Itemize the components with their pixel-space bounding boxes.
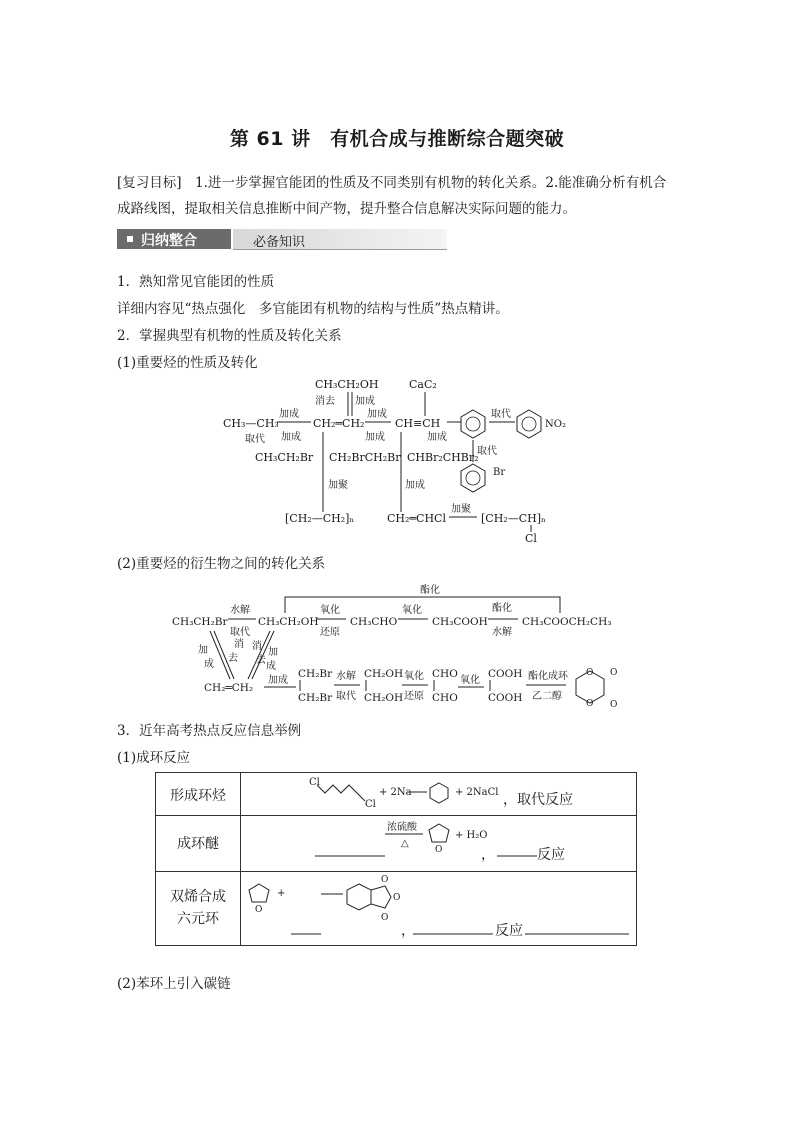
table-row-1-equation <box>241 773 636 815</box>
d1-sub-3: 取代 <box>477 446 497 457</box>
review-goal <box>117 170 677 222</box>
row2-thf-icon <box>429 824 449 842</box>
table-row-3-content-cell <box>240 871 637 946</box>
d2-ring-o-2: O <box>586 699 594 709</box>
d2-dibromo-bot: CH₂Br <box>298 692 333 704</box>
table-row-3-label-cell <box>155 871 241 946</box>
d2-carbonyl-o-1: O <box>610 668 618 678</box>
d2-dibromo-top: CH₂Br <box>298 668 333 680</box>
row3-o-1: O <box>381 875 389 885</box>
d2-reduction-1: 还原 <box>320 627 340 638</box>
d2-add-char-1: 加 <box>198 645 208 656</box>
d1-cac2: CaC₂ <box>409 378 437 391</box>
d1-elim-label: 消去 <box>315 396 335 407</box>
row3-adduct-icon <box>347 884 371 910</box>
d2-elim-char-4: 去 <box>256 655 266 666</box>
table-row-3-equation <box>241 872 636 945</box>
d1-tetrabromoethane: CHBr₂CHBr₂ <box>407 451 479 464</box>
banner-main-label: 归纳整合 <box>141 233 197 249</box>
section1-body: 详细内容见“热点强化 多官能团有机物的结构与性质”热点精讲。 <box>117 301 509 317</box>
table-row-3-label-2: 六元环 <box>177 911 219 927</box>
d1-benzene-icon <box>461 410 485 438</box>
row1-suffix: ，取代反应 <box>503 792 573 808</box>
hydrocarbon-diagram <box>215 372 595 544</box>
d1-add-3: 加成 <box>281 432 301 443</box>
d2-substitution-1: 取代 <box>230 627 250 638</box>
d1-add-6: 加成 <box>405 480 425 491</box>
d1-bromobenzene-ring-icon <box>466 471 480 485</box>
d2-ring-o-1: O <box>586 668 594 678</box>
section2-sub1: (1)重要烃的性质及转化 <box>117 355 258 371</box>
row1-cl-bot: Cl <box>365 799 376 810</box>
d1-add-4: 加成 <box>365 432 385 443</box>
d2-add-char-3: 加 <box>268 647 278 658</box>
d2-add-char-4: 成 <box>266 661 276 672</box>
d2-esterify-top: 酯化 <box>420 585 440 596</box>
banner-sub-label: 必备知识 <box>253 235 306 250</box>
d2-arrow-diag-1 <box>210 631 230 679</box>
row3-o-2: O <box>393 893 401 903</box>
banner-square-icon <box>127 236 133 242</box>
d2-elim-char-3: 消 <box>252 641 262 652</box>
d2-ring-ester: 酯化成环 <box>528 671 568 682</box>
row1-cyclohexane-icon <box>430 783 448 803</box>
table-row-3-label <box>156 886 240 930</box>
d1-bromoethane: CH₃CH₂Br <box>255 451 314 464</box>
section1-heading: 1．熟知常见官能团的性质 <box>117 274 275 290</box>
row3-comma: ， <box>401 923 415 939</box>
table-row-2-label: 成环醚 <box>177 836 219 852</box>
d1-add-2: 加成 <box>367 409 387 420</box>
d1-ethyne: CH≡CH <box>395 417 441 430</box>
d1-ethanol: CH₃CH₂OH <box>315 378 379 391</box>
d2-bromoethane: CH₃CH₂Br <box>172 616 228 628</box>
table-row-1-label: 形成环烃 <box>170 788 226 804</box>
d2-ethyl-acetate: CH₃COOCH₂CH₃ <box>522 616 612 628</box>
d2-addition: 加成 <box>268 675 288 686</box>
row2-condition-top: 浓硫酸 <box>387 822 417 833</box>
d1-bromobenzene-icon <box>461 464 485 492</box>
table-row-2-content-cell <box>240 815 637 872</box>
d1-add-label-top: 加成 <box>355 396 375 407</box>
d2-ethanol: CH₃CH₂OH <box>258 616 319 628</box>
d2-glyoxal-bot: CHO <box>432 692 458 704</box>
d2-hydrolysis-2: 水解 <box>492 627 512 638</box>
d1-br: Br <box>493 467 506 478</box>
d2-oxalic-top: COOH <box>488 668 523 680</box>
row2-condition-bot: △ <box>401 838 409 849</box>
row2-product: + H₂O <box>455 830 488 841</box>
d2-hydrolysis-1: 水解 <box>230 605 250 616</box>
table-row-1-label-cell <box>155 772 241 816</box>
d1-poly-1: 加聚 <box>328 480 348 491</box>
d1-poly-2: 加聚 <box>451 504 471 515</box>
d2-oxidation-4: 氧化 <box>460 675 480 686</box>
d2-carbonyl-o-2: O <box>610 700 618 709</box>
section3-sub1: (1)成环反应 <box>117 750 191 766</box>
row1-reagent: + 2Na <box>379 787 412 798</box>
section2-heading: 2．掌握典型有机物的性质及转化关系 <box>117 328 342 344</box>
d1-sub-1: 取代 <box>491 409 511 420</box>
d1-pvc: [CH₂—CH]ₙ <box>481 512 546 525</box>
d1-ethene: CH₂═CH₂ <box>313 417 365 430</box>
d1-nitrobenzene-ring-icon <box>522 417 536 431</box>
d1-pvc-cl: Cl <box>525 532 537 544</box>
review-goal-label: [复习目标] <box>117 175 182 191</box>
section2-sub2: (2)重要烃的衍生物之间的转化关系 <box>117 556 326 572</box>
ring-reaction-table <box>155 772 637 946</box>
d1-add-5: 加成 <box>427 432 447 443</box>
row1-chain-icon <box>317 785 365 801</box>
banner-main-block <box>117 229 231 249</box>
d1-add-1: 加成 <box>279 409 299 420</box>
d2-esterify-2: 酯化 <box>492 603 512 614</box>
section3-heading: 3．近年高考热点反应信息举例 <box>117 723 302 739</box>
d2-glycol-name: 乙二醇 <box>532 691 562 702</box>
d2-glyoxal-top: CHO <box>432 668 458 680</box>
row3-furan-icon <box>249 884 269 902</box>
row3-suffix: 反应 <box>495 923 523 939</box>
d2-oxidation-1: 氧化 <box>320 605 340 616</box>
row3-anhydride-icon <box>371 886 391 908</box>
d2-oxidation-3: 氧化 <box>404 671 424 682</box>
row3-o-3: O <box>381 913 389 923</box>
d2-glycol-bot: CH₂OH <box>364 692 404 704</box>
section3-sub2: (2)苯环上引入碳链 <box>117 976 231 992</box>
d1-vinyl-chloride: CH₂═CHCl <box>387 512 446 525</box>
review-goal-text-1: 1.进一步掌握官能团的性质及不同类别有机物的转化关系。2.能准确分析有机合 <box>195 175 667 191</box>
d2-ethene: CH₂═CH₂ <box>204 682 254 694</box>
page-title: 第 61 讲 有机合成与推断综合题突破 <box>229 128 565 150</box>
d2-acetaldehyde: CH₃CHO <box>350 616 398 628</box>
d2-reduction-2: 还原 <box>404 691 424 702</box>
d2-oxalic-bot: COOH <box>488 692 523 704</box>
d1-nitrobenzene-icon <box>517 410 541 438</box>
d2-oxidation-2: 氧化 <box>402 605 422 616</box>
row2-comma: ， <box>481 847 495 863</box>
d1-no2: NO₂ <box>545 419 566 430</box>
d1-benzene-ring-icon <box>466 417 480 431</box>
d1-sub-2: 取代 <box>245 434 265 445</box>
section-banner <box>117 229 431 249</box>
row2-o: O <box>435 845 443 855</box>
row1-product: + 2NaCl <box>455 787 499 798</box>
d2-glycol-top: CH₂OH <box>364 668 404 680</box>
table-row-2-equation <box>241 816 636 871</box>
table-row-2-label-cell <box>155 815 241 872</box>
d2-acetic-acid: CH₃COOH <box>432 616 488 628</box>
table-row-1-content-cell <box>240 772 637 816</box>
review-goal-text-2: 成路线图，提取相关信息推断中间产物，提升整合信息解决实际问题的能力。 <box>117 201 576 217</box>
row1-cl-top: Cl <box>309 777 320 788</box>
d1-ethane: CH₃—CH₃ <box>223 417 279 430</box>
table-row-3-label-1: 双烯合成 <box>170 889 226 905</box>
row2-suffix: 反应 <box>537 847 565 863</box>
row3-furan-o: O <box>255 905 263 915</box>
row3-plus: + <box>277 888 286 899</box>
d1-dibromoethane: CH₂BrCH₂Br <box>329 451 401 464</box>
d2-substitution-2: 取代 <box>336 691 356 702</box>
banner-sub-block <box>233 229 447 250</box>
d2-elim-char-1: 消 <box>234 639 244 650</box>
d2-add-char-2: 成 <box>204 659 214 670</box>
derivative-diagram <box>170 583 630 709</box>
d1-polyethylene: [CH₂—CH₂]ₙ <box>285 512 355 525</box>
d2-elim-char-2: 去 <box>228 653 238 664</box>
d2-hydrolysis-3: 水解 <box>336 671 356 682</box>
